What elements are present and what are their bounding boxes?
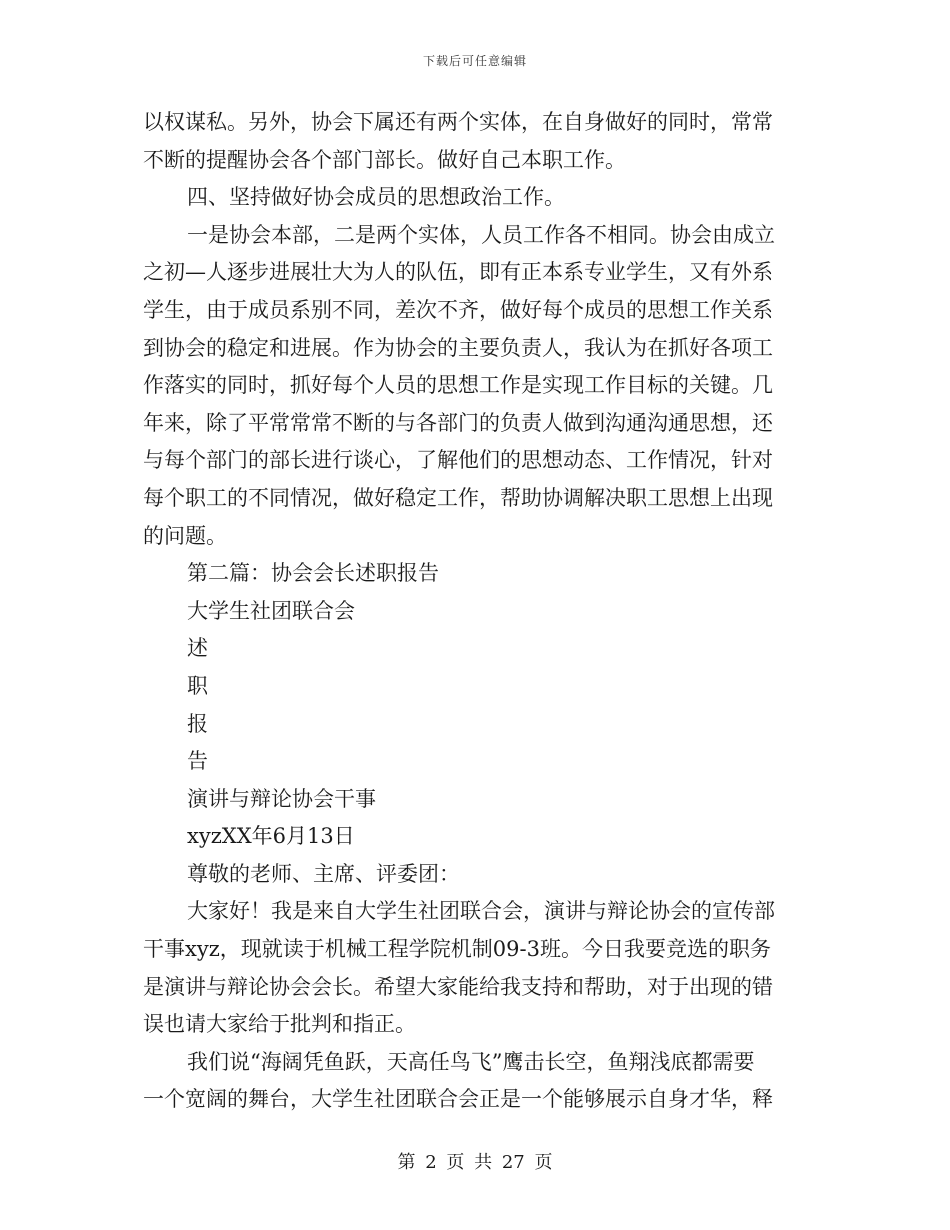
text-line: 误也请大家给于批判和指正。 — [143, 1012, 416, 1037]
title-char: 述 — [187, 636, 208, 661]
text-line: 每个职工的不同情况，做好稳定工作，帮助协调解决职工思想上出现 — [143, 485, 773, 510]
text-line: 学生，由于成员系别不同，差次不齐，做好每个成员的思想工作关系 — [143, 297, 773, 322]
page-header: 下载后可任意编辑 — [422, 54, 527, 68]
text-line: 是演讲与辩论协会会长。希望大家能给我支持和帮助，对于出现的错 — [143, 974, 773, 999]
page-footer: 第 2 页 共 27 页 — [397, 1152, 553, 1173]
text-line: 不断的提醒协会各个部门部长。做好自己本职工作。 — [143, 147, 626, 172]
text-line: 我们说“海阔凭鱼跃，天高任鸟飞”鹰击长空，鱼翔浅底都需要 — [187, 1049, 755, 1074]
text-line: 干事xyz，现就读于机械工程学院机制09-3班。今日我要竞选的职务 — [143, 937, 771, 962]
document-body — [143, 104, 803, 1119]
text-line: 作落实的同时，抓好每个人员的思想工作是实现工作目标的关键。几 — [143, 373, 773, 398]
text-line: 的问题。 — [143, 523, 227, 548]
title-char: 告 — [187, 749, 208, 774]
text-line: 一个宽阔的舞台，大学生社团联合会正是一个能够展示自身才华，释 — [143, 1087, 773, 1112]
text-line: 大家好！我是来自大学生社团联合会，演讲与辩论协会的宣传部 — [187, 899, 775, 924]
text-line: 之初—人逐步进展壮大为人的队伍，即有正本系专业学生，又有外系 — [143, 260, 773, 285]
text-line: 一是协会本部，二是两个实体，人员工作各不相同。协会由成立 — [187, 222, 775, 247]
title-char: 报 — [187, 711, 208, 736]
organization-name: 大学生社团联合会 — [187, 598, 355, 623]
author-role: 演讲与辩论协会干事 — [187, 786, 376, 811]
document-date: xyzXX年6月13日 — [187, 824, 355, 849]
text-line: 以权谋私。另外，协会下属还有两个实体，在自身做好的同时，常常 — [143, 110, 773, 134]
chapter-title: 第二篇：协会会长述职报告 — [187, 561, 439, 586]
salutation: 尊敬的老师、主席、评委团： — [187, 861, 460, 886]
title-char: 职 — [187, 673, 208, 698]
section-heading: 四、坚持做好协会成员的思想政治工作。 — [187, 185, 565, 210]
text-line: 年来，除了平常常常不断的与各部门的负责人做到沟通沟通思想，还 — [143, 410, 773, 435]
text-line: 与每个部门的部长进行谈心，了解他们的思想动态、工作情况，针对 — [143, 448, 773, 473]
text-line: 到协会的稳定和进展。作为协会的主要负责人，我认为在抓好各项工 — [143, 335, 773, 360]
